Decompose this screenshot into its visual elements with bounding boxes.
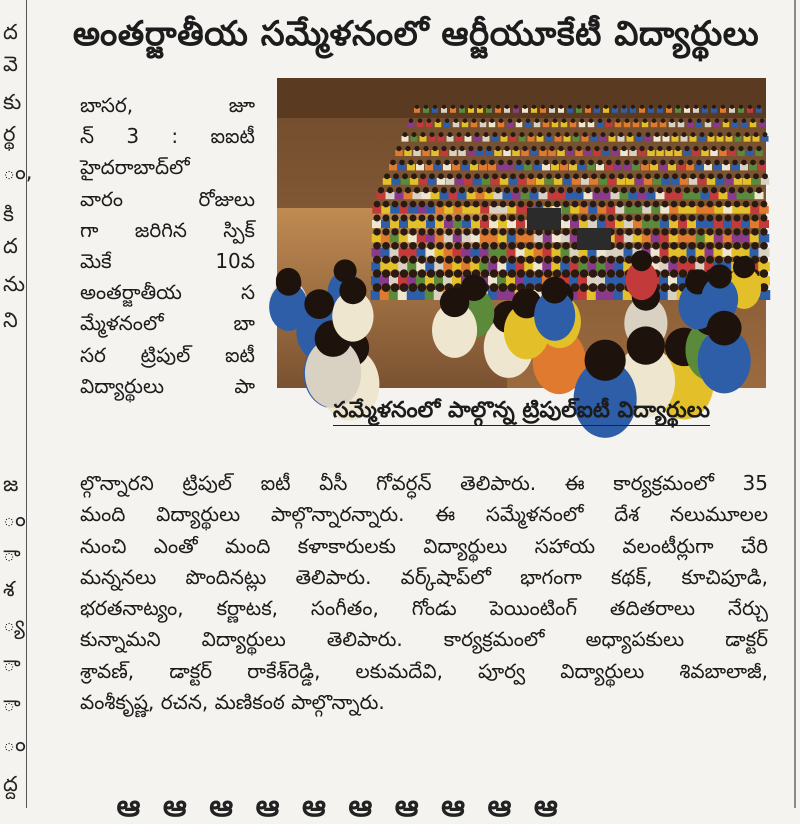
left-column-fragment: కి (3, 202, 14, 226)
intro-line: బాసర, జూ (80, 93, 255, 117)
intro-line: అంతర్జాతీయ స (80, 280, 255, 305)
left-column-fragment: ం (3, 507, 26, 531)
left-column-fragment: శ (3, 577, 15, 601)
body-line: ల్గొన్నారని ట్రిపుల్ ఐటీ వీసీ గోవర్ధన్ తెలిపారు. ఈ కార్యక్రమంలో 35 (80, 471, 768, 495)
body-line: శ్రావణ్, డాక్టర్ రాకేశ్‌రెడ్డి, లకుమదేవి, పూర్వ విద్యార్థులు శివబాలాజీ, (80, 658, 768, 683)
photo-caption-text: సమ్మేళనంలో పాల్గొన్న ట్రిపుల్‌ఐటీ విద్యార్థులు (333, 398, 710, 426)
left-column-fragment: ద (3, 20, 18, 44)
intro-line: మ్మేళనంలో బా (80, 311, 255, 336)
intro-line: మెకే 10వ (80, 249, 255, 274)
left-column-fragment: ా (3, 692, 21, 716)
intro-line: హైదరాబాద్‌లో (80, 155, 190, 180)
next-article-headline-cutoff (100, 789, 760, 824)
left-column-fragment: వె (3, 52, 18, 76)
left-column-fragment: ా (3, 652, 21, 676)
left-column-fragment: ను (3, 272, 26, 296)
left-column-fragment: ం, (3, 160, 33, 184)
intro-line: సర ట్రిపుల్ ఐటీ (80, 342, 255, 367)
intro-line: విద్యార్థులు పా (80, 373, 255, 398)
article-intro (80, 90, 255, 402)
left-column-fragment: ద (3, 234, 18, 258)
body-line: భరతనాట్యం, కర్ణాటక, సంగీతం, గోండు పెయింటింగ్ తదితరాలు నేర్చు (80, 596, 768, 621)
intro-line: న్ 3 : ఐఐటీ (80, 124, 255, 149)
body-line: కున్నామని విద్యార్థులు తెలిపారు. కార్యక్రమంలో అధ్యాపకులు డాక్టర్ (80, 627, 768, 652)
left-column-fragment: జ (3, 472, 19, 496)
left-column-fragment: కు (3, 90, 22, 114)
left-column-fragment: ని (3, 308, 18, 332)
event-photo (277, 78, 766, 388)
article-headline: అంతర్జాతీయ సమ్మేళనంలో ఆర్జీయూకేటీ విద్యార్థులు (72, 14, 760, 54)
intro-line: వారం రోజులు (80, 186, 255, 211)
body-line: మంది విద్యార్థులు పాల్గొన్నారన్నారు. ఈ సమ్మేళనంలో దేశ నలుమూలల (80, 502, 768, 527)
body-line: మన్ననలు పొందినట్లు తెలిపారు. వర్క్‌షాప్‌లో భాగంగా కథక్, కూచిపూడి, (80, 564, 768, 589)
right-column-rule (794, 0, 796, 808)
left-column-fragment: ర్థ (3, 122, 16, 146)
left-column-fragment: ద్ద (3, 772, 18, 796)
left-column-fragment: ం (3, 732, 26, 756)
photo-caption (277, 398, 766, 428)
article-body (80, 468, 768, 718)
left-column-cutoff (0, 0, 33, 808)
left-column-fragment: ా (3, 542, 21, 566)
next-headline-fragment: ఆ ఆ ఆ ఆ ఆ ఆ ఆ ఆ ఆ ఆ (100, 789, 564, 824)
audience-photo-graphic (277, 78, 766, 388)
body-line: నుంచి ఎంతో మంది కళాకారులకు విద్యార్థులు సహాయ వలంటీర్లుగా చేరి (80, 533, 768, 558)
body-line: వంశీకృష్ణ, రచన, మణికంఠ పాల్గొన్నారు. (80, 690, 385, 715)
intro-line: గా జరిగిన స్పిక్ (80, 217, 255, 242)
left-column-fragment: ్య (3, 612, 25, 636)
